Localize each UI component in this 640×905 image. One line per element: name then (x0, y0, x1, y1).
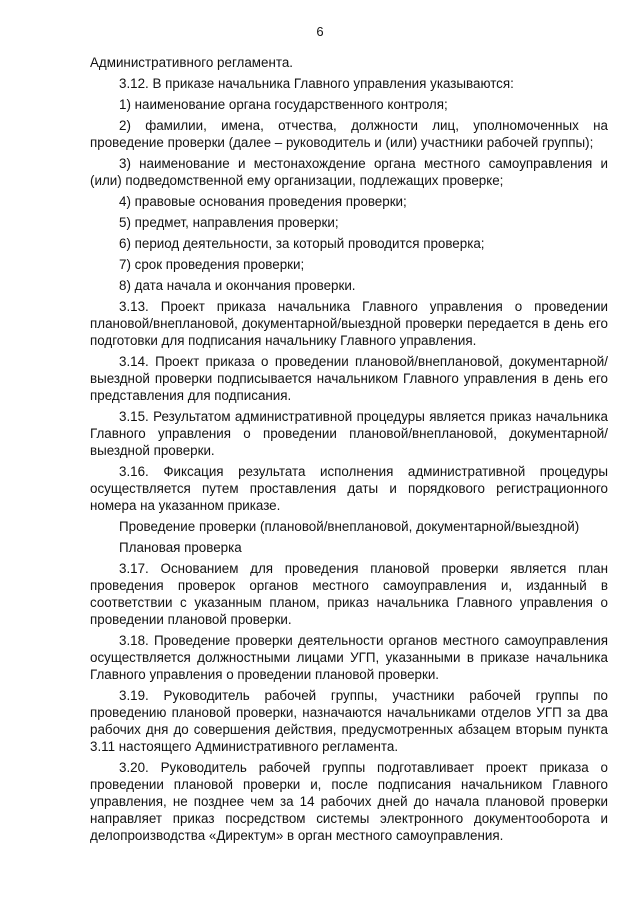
list-item-4: 4) правовые основания проведения проверки; (119, 194, 407, 209)
paragraph-continuation: Административного регламента. (90, 55, 294, 70)
page-number: 6 (316, 24, 324, 39)
list-item-6: 6) период деятельности, за который проводится проверка; (119, 236, 485, 251)
paragraph-3-20: 3.20. Руководитель рабочей группы подготавливает проект приказа о проведении плановой проверки и, после подписания начальником Главного управления, не позднее чем за 14 рабочих дней до начала плановой проверки направляет приказ посредством системы электронного документооборота и делопроизводства «Директум» в орган местного самоуправления. (90, 760, 608, 843)
list-item-1: 1) наименование органа государственного контроля; (119, 97, 448, 112)
list-item-5: 5) предмет, направления проверки; (119, 215, 339, 230)
subsection-heading: Плановая проверка (119, 540, 242, 555)
list-item-2: 2) фамилии, имена, отчества, должности лиц, уполномоченных на проведение проверки (далее – руководитель и (или) участники рабочей группы); (90, 118, 608, 150)
paragraph-3-18: 3.18. Проведение проверки деятельности органов местного самоуправления осуществляется должностными лицами УГП, указанными в приказе начальника Главного управления о проведении плановой проверки. (90, 633, 608, 682)
paragraph-3-16: 3.16. Фиксация результата исполнения административной процедуры осуществляется путем проставления даты и порядкового регистрационного номера на указанном приказе. (90, 464, 608, 513)
document-body (90, 54, 608, 848)
list-item-8: 8) дата начала и окончания проверки. (119, 278, 356, 293)
section-heading: Проведение проверки (плановой/внеплановой, документарной/выездной) (119, 519, 580, 534)
paragraph-3-13: 3.13. Проект приказа начальника Главного управления о проведении плановой/внеплановой, документарной/выездной проверки передается в день его подготовки для подписания начальнику Главного управления. (90, 299, 608, 348)
list-item-3: 3) наименование и местонахождение органа местного самоуправления и (или) подведомственной ему организации, подлежащих проверке; (90, 156, 608, 188)
list-item-7: 7) срок проведения проверки; (119, 257, 305, 272)
paragraph-3-12: 3.12. В приказе начальника Главного управления указываются: (119, 76, 514, 91)
paragraph-3-15: 3.15. Результатом административной процедуры является приказ начальника Главного управления о проведении плановой/внеплановой, документарной/выездной проверки. (90, 409, 608, 458)
paragraph-3-14: 3.14. Проект приказа о проведении плановой/внеплановой, документарной/выездной проверки подписывается начальником Главного управления в день его представления для подписания. (90, 354, 608, 403)
paragraph-3-19: 3.19. Руководитель рабочей группы, участники рабочей группы по проведению плановой проверки, назначаются начальниками отделов УГП за два рабочих дня до совершения действия, предусмотренных абзацем вторым пункта 3.11 настоящего Административного регламента. (90, 688, 608, 754)
paragraph-3-17: 3.17. Основанием для проведения плановой проверки является план проведения проверок органов местного самоуправления и, изданный в соответствии с указанным планом, приказ начальника Главного управления о проведении плановой проверки. (90, 561, 608, 627)
